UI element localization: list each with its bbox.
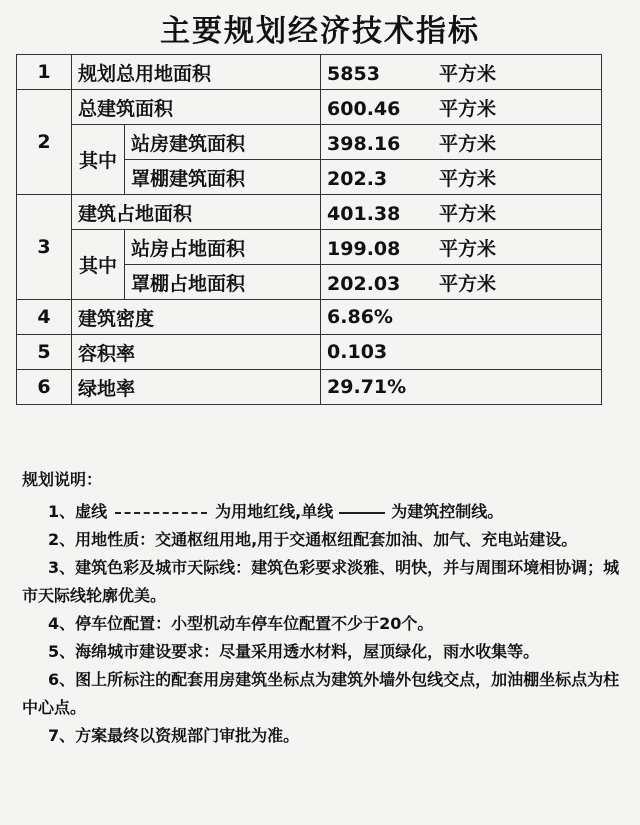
indicator-name: 规划总用地面积 bbox=[72, 55, 321, 90]
table-row bbox=[17, 90, 602, 125]
note-7: 7、方案最终以资规部门审批为准。 bbox=[48, 726, 300, 745]
indicator-name: 罩棚占地面积 bbox=[125, 265, 321, 300]
indicator-table bbox=[16, 54, 602, 405]
indicator-value: 401.38 bbox=[327, 202, 401, 225]
solid-line-symbol bbox=[339, 512, 385, 514]
note-6: 6、图上所标注的配套用房建筑坐标点为建筑外墙外包线交点，加油棚坐标点为柱中心点。 bbox=[22, 670, 620, 717]
indicator-unit: 平方米 bbox=[439, 132, 497, 155]
indicator-value: 600.46 bbox=[327, 97, 401, 120]
indicator-name: 容积率 bbox=[72, 335, 321, 370]
row-number: 3 bbox=[17, 195, 72, 300]
dashed-line-symbol bbox=[115, 512, 207, 514]
table-row bbox=[17, 55, 602, 90]
table-row bbox=[17, 335, 602, 370]
row-number: 1 bbox=[17, 55, 72, 90]
note-3: 3、建筑色彩及城市天际线：建筑色彩要求淡雅、明快，并与周围环境相协调；城市天际线轮廓优美。 bbox=[22, 558, 620, 605]
indicator-unit: 平方米 bbox=[439, 167, 497, 190]
page-title: 主要规划经济技术指标 bbox=[160, 14, 480, 49]
table-row bbox=[17, 230, 602, 265]
indicator-name: 建筑密度 bbox=[72, 300, 321, 335]
table-row bbox=[17, 300, 602, 335]
table-row bbox=[17, 195, 602, 230]
indicator-name: 绿地率 bbox=[72, 370, 321, 405]
indicator-unit: 平方米 bbox=[439, 62, 497, 85]
row-number: 2 bbox=[17, 90, 72, 195]
indicator-unit: 平方米 bbox=[439, 272, 497, 295]
sub-group-label: 其中 bbox=[72, 230, 125, 300]
sub-group-label: 其中 bbox=[72, 125, 125, 195]
indicator-name: 站房占地面积 bbox=[125, 230, 321, 265]
notes-heading: 规划说明： bbox=[22, 470, 103, 489]
indicator-value: 6.86% bbox=[327, 306, 393, 328]
note-4: 4、停车位配置：小型机动车停车位配置不少于20个。 bbox=[48, 614, 434, 633]
indicator-unit: 平方米 bbox=[439, 202, 497, 225]
indicator-value: 202.03 bbox=[327, 272, 401, 295]
indicator-name: 罩棚建筑面积 bbox=[125, 160, 321, 195]
table-row bbox=[17, 125, 602, 160]
indicator-name: 总建筑面积 bbox=[72, 90, 321, 125]
indicator-name: 站房建筑面积 bbox=[125, 125, 321, 160]
indicator-name: 建筑占地面积 bbox=[72, 195, 321, 230]
indicator-value: 29.71% bbox=[327, 376, 407, 398]
indicator-value: 0.103 bbox=[327, 341, 388, 363]
indicator-unit: 平方米 bbox=[439, 237, 497, 260]
indicator-value: 202.3 bbox=[327, 167, 388, 190]
indicator-value: 398.16 bbox=[327, 132, 401, 155]
note-1-part-a: 1、虚线 bbox=[48, 502, 108, 521]
indicator-unit: 平方米 bbox=[439, 97, 497, 120]
row-number: 4 bbox=[17, 300, 72, 335]
row-number: 6 bbox=[17, 370, 72, 405]
note-1-part-c: 为建筑控制线。 bbox=[391, 502, 504, 521]
note-1 bbox=[22, 498, 622, 526]
indicator-value: 199.08 bbox=[327, 237, 401, 260]
row-number: 5 bbox=[17, 335, 72, 370]
planning-notes bbox=[22, 466, 622, 750]
note-1-part-b: 为用地红线,单线 bbox=[215, 502, 334, 521]
table-row bbox=[17, 370, 602, 405]
indicator-value: 5853 bbox=[327, 62, 380, 85]
note-2: 2、用地性质：交通枢纽用地,用于交通枢纽配套加油、加气、充电站建设。 bbox=[48, 530, 578, 549]
note-5: 5、海绵城市建设要求：尽量采用透水材料，屋顶绿化，雨水收集等。 bbox=[48, 642, 540, 661]
